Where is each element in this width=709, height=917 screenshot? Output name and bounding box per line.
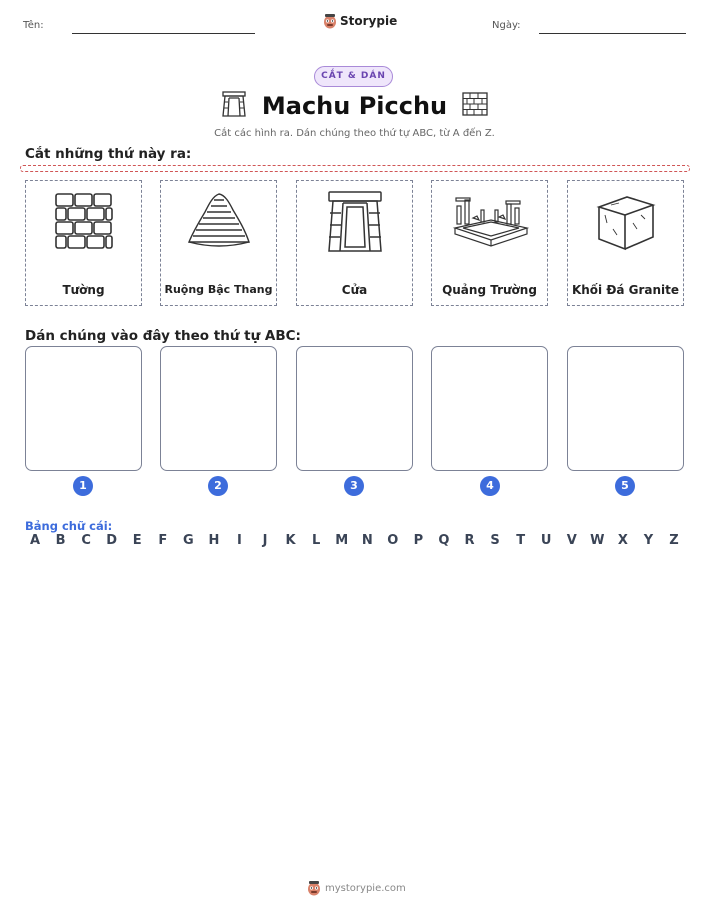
alphabet-letter: Z <box>669 533 679 548</box>
cut-card[interactable] <box>296 180 413 306</box>
slot-number: 1 <box>73 476 93 496</box>
alphabet-letter: Y <box>643 533 654 548</box>
footer-url: mystorypie.com <box>325 882 406 894</box>
alphabet-letter: X <box>617 533 628 548</box>
storypie-mascot-icon <box>323 13 337 29</box>
title-text: Machu Picchu <box>261 92 448 120</box>
cut-card[interactable] <box>431 180 548 306</box>
alphabet-letter: B <box>55 533 66 548</box>
card-label: Cửa <box>341 283 368 297</box>
alphabet-letter: J <box>262 533 268 548</box>
doorway-icon <box>220 90 248 122</box>
page-title <box>0 90 709 122</box>
alphabet-letter: V <box>566 533 577 548</box>
slot-number: 5 <box>615 476 635 496</box>
terraces-icon <box>185 190 253 254</box>
alphabet-letter: U <box>540 533 552 548</box>
alphabet-letter: C <box>81 533 91 548</box>
granite-block-icon <box>593 189 659 255</box>
alphabet-letter: E <box>132 533 142 548</box>
slot-number: 4 <box>480 476 500 496</box>
card-label: Tường <box>62 283 105 297</box>
brand-logo <box>323 13 397 29</box>
wall-icon <box>461 90 489 122</box>
cut-line <box>20 165 690 172</box>
card-label: Quảng Trường <box>442 283 537 297</box>
alphabet-letter: D <box>106 533 118 548</box>
paste-box[interactable] <box>431 346 548 471</box>
alphabet-row <box>25 533 684 549</box>
alphabet-letter: H <box>208 533 220 548</box>
paste-heading: Dán chúng vào đây theo thứ tự ABC: <box>25 328 301 344</box>
brick-wall-icon <box>52 190 116 254</box>
date-label: Ngày: <box>492 20 521 31</box>
cut-card[interactable] <box>25 180 142 306</box>
slot-number: 3 <box>344 476 364 496</box>
paste-box[interactable] <box>160 346 277 471</box>
alphabet-letter: N <box>361 533 373 548</box>
instructions: Cắt các hình ra. Dán chúng theo thứ tự ABC, từ A đến Z. <box>214 128 495 139</box>
alphabet-letter: M <box>335 533 349 548</box>
alphabet-letter: A <box>29 533 41 548</box>
alphabet-letter: F <box>158 533 168 548</box>
alphabet-letter: L <box>312 533 321 548</box>
alphabet-letter: G <box>183 533 194 548</box>
paste-box[interactable] <box>567 346 684 471</box>
alphabet-letter: R <box>464 533 475 548</box>
cut-card[interactable] <box>160 180 277 306</box>
card-label: Ruộng Bậc Thang <box>164 283 273 296</box>
paste-box[interactable] <box>296 346 413 471</box>
paste-box[interactable] <box>25 346 142 471</box>
alphabet-heading: Bảng chữ cái: <box>25 519 113 533</box>
plaza-ruins-icon <box>451 190 529 254</box>
slot-number: 2 <box>208 476 228 496</box>
name-label: Tên: <box>23 20 44 31</box>
alphabet-letter: I <box>237 533 242 548</box>
alphabet-letter: P <box>413 533 424 548</box>
alphabet-letter: Q <box>438 533 450 548</box>
alphabet-letter: K <box>285 533 296 548</box>
alphabet-letter: S <box>490 533 500 548</box>
alphabet-letter: W <box>590 533 605 548</box>
card-label: Khối Đá Granite <box>571 283 680 297</box>
brand-name: Storypie <box>340 14 398 28</box>
activity-badge: CẮT & DÁN <box>314 66 393 87</box>
storypie-mascot-icon <box>307 880 321 896</box>
alphabet-letter: T <box>516 533 526 548</box>
footer <box>307 880 406 896</box>
alphabet-letter: O <box>387 533 399 548</box>
cut-card[interactable] <box>567 180 684 306</box>
stone-doorway-icon <box>325 189 385 255</box>
name-line <box>72 33 255 34</box>
date-line <box>539 33 686 34</box>
cut-heading: Cắt những thứ này ra: <box>25 146 192 162</box>
